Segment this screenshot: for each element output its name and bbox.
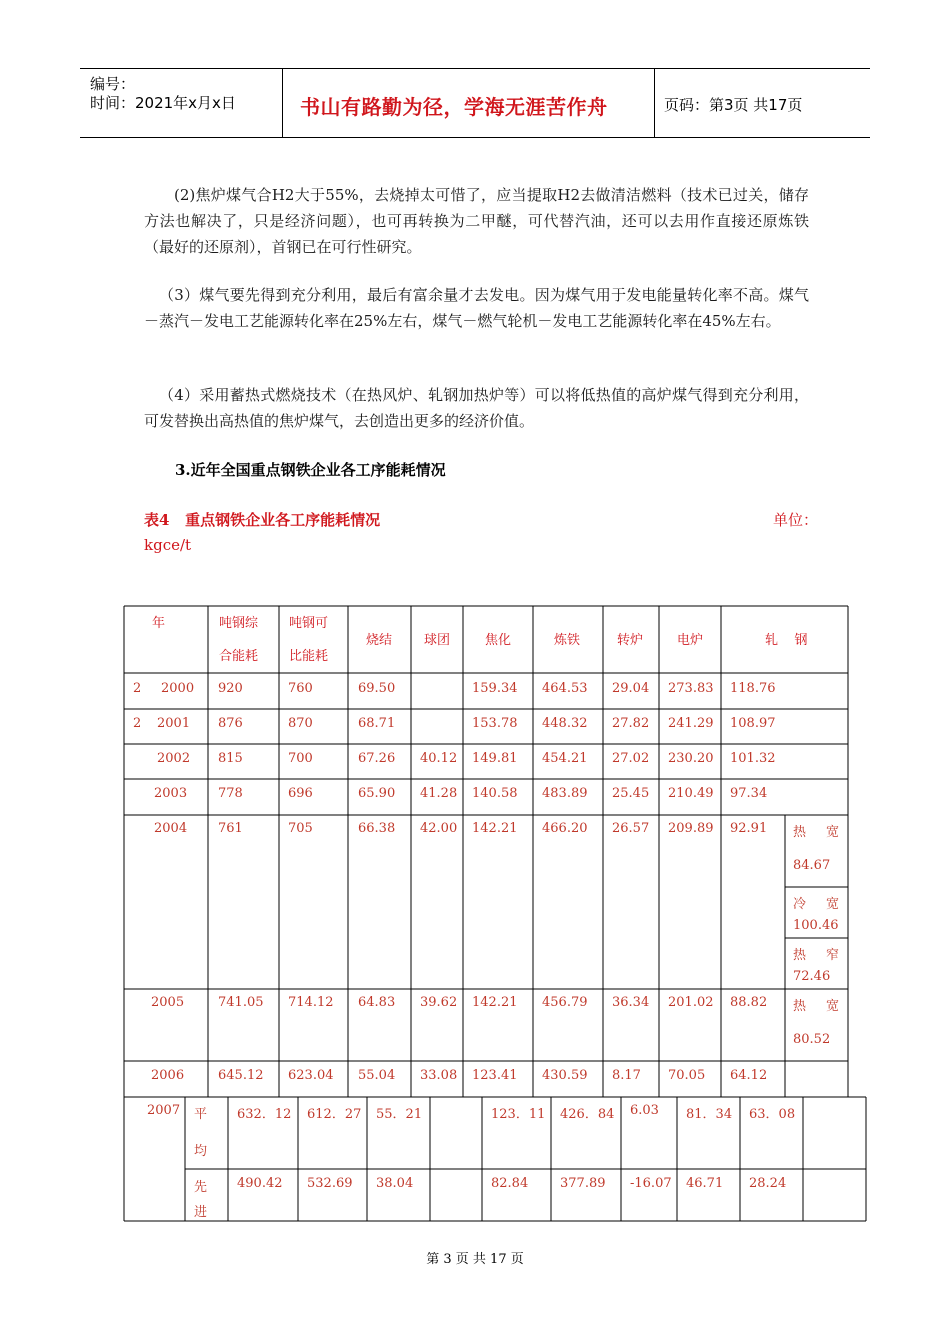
cell-rolling: 64.12 [730,1068,768,1083]
cell-comparable: 623.04 [288,1068,334,1083]
row-year: 2005 [151,995,185,1010]
cell-sinter: 68.71 [358,716,396,731]
table-caption: 表4 重点钢铁企业各工序能耗情况 [144,511,381,529]
cell-converter: -16.07 [630,1176,672,1191]
time-label: 时间：2021年x月x日 [90,94,236,112]
cell-sinter: 67.26 [358,751,396,766]
sub-hot-wide-label-b: 宽 [826,825,840,840]
cell-comprehensive: 920 [218,681,243,696]
code-label: 编号： [90,75,136,93]
unit-label: 单位： [773,511,819,529]
cell-eaf: 70.05 [668,1068,706,1083]
cell-ironmaking: 464.53 [542,681,588,696]
header-ironmaking: 炼铁 [554,633,581,648]
header-rolling: 轧 钢 [765,633,808,648]
cell-rolling: 97.34 [730,786,768,801]
adv-label-a: 先 [194,1180,208,1195]
cell-comprehensive: 741.05 [218,995,264,1010]
header-converter: 转炉 [617,633,644,648]
header-comprehensive-1: 吨钢综 [219,616,259,631]
paragraph-3: （3）煤气要先得到充分利用，最后有富余量才去发电。因为煤气用于发电能量转化率不高。煤气－蒸汽－发电工艺能源转化率在25%左右，煤气－燃气轮机－发电工艺能源转化率在45%左右。 [144,286,809,330]
cell-converter: 25.45 [612,786,650,801]
header-pellet: 球团 [424,633,451,648]
cell-ironmaking: 483.89 [542,786,588,801]
cell-rolling: 101.32 [730,751,776,766]
cell-ironmaking: 377.89 [560,1176,606,1191]
sub-hot-wide-label-b: 宽 [826,999,840,1014]
cell-converter: 29.04 [612,681,650,696]
row-year: 2000 [161,681,195,696]
sub-hot-wide-label-a: 热 [793,999,807,1014]
cell-coking: 82.84 [491,1176,529,1191]
cell-sinter: 55．21 [376,1107,423,1122]
cell-coking: 153.78 [472,716,518,731]
cell-eaf: 241.29 [668,716,714,731]
cell-comparable: 714.12 [288,995,334,1010]
cell-converter: 6.03 [630,1103,659,1118]
cell-ironmaking: 456.79 [542,995,588,1010]
cell-coking: 159.34 [472,681,518,696]
cell-comparable: 532.69 [307,1176,353,1191]
sub-hot-wide-value: 84.67 [793,858,831,873]
cell-rolling: 28.24 [749,1176,787,1191]
adv-label-b: 进 [194,1205,208,1220]
cell-comprehensive: 876 [218,716,243,731]
cell-comprehensive: 815 [218,751,243,766]
cell-coking: 123．11 [491,1107,546,1122]
cell-pellet: 41.28 [420,786,458,801]
cell-converter: 26.57 [612,821,650,836]
avg-label-b: 均 [194,1144,208,1159]
cell-comparable: 705 [288,821,313,836]
cell-coking: 149.81 [472,751,518,766]
sub-hot-wide-value: 80.52 [793,1032,831,1047]
row-prefix: 2 [133,716,142,731]
cell-comprehensive: 778 [218,786,243,801]
cell-rolling: 108.97 [730,716,776,731]
motto: 书山有路勤为径，学海无涯苦作舟 [300,95,608,119]
sub-cold-wide-label-b: 宽 [826,897,840,912]
cell-sinter: 65.90 [358,786,396,801]
sub-hot-narrow-value: 72.46 [793,969,831,984]
cell-comparable: 696 [288,786,313,801]
cell-eaf: 273.83 [668,681,714,696]
cell-coking: 123.41 [472,1068,518,1083]
cell-comprehensive: 490.42 [237,1176,283,1191]
sub-cold-wide-label-a: 冷 [793,897,807,912]
cell-coking: 142.21 [472,821,518,836]
cell-comparable: 612．27 [307,1107,362,1122]
header-coking: 焦化 [485,633,512,648]
header-eaf: 电炉 [677,633,704,648]
cell-ironmaking: 466.20 [542,821,588,836]
cell-comparable: 870 [288,716,313,731]
sub-hot-narrow-label-a: 热 [793,948,807,963]
cell-sinter: 64.83 [358,995,396,1010]
row-year: 2007 [147,1103,181,1118]
row-prefix: 2 [133,681,142,696]
unit-value: kgce/t [144,536,192,554]
row-year: 2003 [154,786,188,801]
cell-sinter: 38.04 [376,1176,414,1191]
cell-pellet: 33.08 [420,1068,458,1083]
row-year: 2001 [157,716,191,731]
page-footer: 第 3 页 共 17 页 [426,1252,524,1267]
cell-ironmaking: 430.59 [542,1068,588,1083]
cell-ironmaking: 448.32 [542,716,588,731]
cell-rolling: 88.82 [730,995,768,1010]
cell-sinter: 66.38 [358,821,396,836]
header-year: 年 [152,616,166,631]
sub-cold-wide-value: 100.46 [793,918,839,933]
section-heading: 3.近年全国重点钢铁企业各工序能耗情况 [175,461,446,479]
cell-comprehensive: 761 [218,821,243,836]
cell-pellet: 39.62 [420,995,458,1010]
cell-eaf: 210.49 [668,786,714,801]
cell-comprehensive: 632．12 [237,1107,292,1122]
cell-comprehensive: 645.12 [218,1068,264,1083]
avg-label-a: 平 [194,1107,208,1122]
cell-rolling: 63．08 [749,1107,796,1122]
page-label: 页码：第3页 共17页 [664,96,803,114]
cell-rolling: 92.91 [730,821,768,836]
cell-sinter: 69.50 [358,681,396,696]
sub-hot-wide-label-a: 热 [793,825,807,840]
paragraph-2: (2)焦炉煤气合H2大于55%，去烧掉太可惜了，应当提取H2去做清洁燃料（技术已过关，储存方法也解决了，只是经济问题），也可再转换为二甲醚，可代替汽油，还可以去用作直接还原炼铁（最好的还原剂），首钢已在可行性研究。 [144,186,809,256]
cell-pellet: 40.12 [420,751,458,766]
cell-coking: 142.21 [472,995,518,1010]
cell-comparable: 760 [288,681,313,696]
cell-sinter: 55.04 [358,1068,396,1083]
header-comprehensive-2: 合能耗 [219,649,259,664]
cell-converter: 36.34 [612,995,650,1010]
cell-pellet: 42.00 [420,821,458,836]
cell-eaf: 81．34 [686,1107,733,1122]
row-year: 2006 [151,1068,185,1083]
paragraph-4: （4）采用蓄热式燃烧技术（在热风炉、轧钢加热炉等）可以将低热值的高炉煤气得到充分利用，可发替换出高热值的焦炉煤气，去创造出更多的经济价值。 [144,386,809,430]
cell-coking: 140.58 [472,786,518,801]
cell-eaf: 209.89 [668,821,714,836]
cell-converter: 27.82 [612,716,650,731]
cell-comparable: 700 [288,751,313,766]
sub-hot-narrow-label-b: 窄 [826,948,840,963]
header-comparable-1: 吨钢可 [289,616,329,631]
cell-converter: 27.02 [612,751,650,766]
header-sinter: 烧结 [366,633,393,648]
cell-ironmaking: 426．84 [560,1107,615,1122]
cell-eaf: 201.02 [668,995,714,1010]
cell-rolling: 118.76 [730,681,776,696]
header-comparable-2: 比能耗 [289,649,329,664]
row-year: 2004 [154,821,188,836]
cell-eaf: 46.71 [686,1176,724,1191]
cell-eaf: 230.20 [668,751,714,766]
row-year: 2002 [157,751,191,766]
cell-converter: 8.17 [612,1068,641,1083]
cell-ironmaking: 454.21 [542,751,588,766]
